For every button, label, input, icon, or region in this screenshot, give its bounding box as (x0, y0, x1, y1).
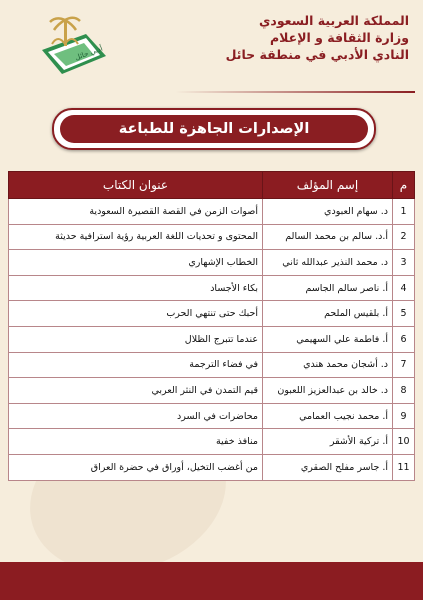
table-row (9, 378, 415, 404)
row-number: 2 (393, 224, 415, 250)
title-banner (52, 108, 376, 150)
author-cell: أ. جاسر مفلح الصقري (263, 454, 393, 480)
book-title-cell: قيم التمدن في النثر العربي (9, 378, 263, 404)
column-header-number: م (393, 172, 415, 199)
author-cell: د. أشجان محمد هندي (263, 352, 393, 378)
table-row (9, 199, 415, 225)
page-title: الإصدارات الجاهزة للطباعة (118, 121, 310, 137)
book-title-cell: محاضرات في السرد (9, 403, 263, 429)
row-number: 7 (393, 352, 415, 378)
author-cell: أ. بلقيس الملحم (263, 301, 393, 327)
row-number: 10 (393, 429, 415, 455)
row-number: 6 (393, 326, 415, 352)
row-number: 5 (393, 301, 415, 327)
column-header-author: إسم المؤلف (263, 172, 393, 199)
header-divider (175, 91, 415, 93)
table-row (9, 429, 415, 455)
author-cell: أ.د. سالم بن محمد السالم (263, 224, 393, 250)
author-cell: د. خالد بن عبدالعزيز اللعبون (263, 378, 393, 404)
book-title-cell: منافذ خفية (9, 429, 263, 455)
row-number: 4 (393, 275, 415, 301)
author-cell: أ. تركية الأشقر (263, 429, 393, 455)
row-number: 3 (393, 250, 415, 276)
book-title-cell: بكاء الأجساد (9, 275, 263, 301)
author-cell: أ. فاطمة علي السهيمي (263, 326, 393, 352)
book-title-cell: أحبك حتى تنتهي الحرب (9, 301, 263, 327)
ministry-name: وزارة الثقافة و الإعلام (270, 30, 409, 45)
book-title-cell: المحتوى و تحديات اللغة العربية رؤية استرافية حديثة (9, 224, 263, 250)
book-title-cell: الخطاب الإشهاري (9, 250, 263, 276)
book-title-cell: أصوات الزمن في القصة القصيرة السعودية (9, 199, 263, 225)
book-title-cell: عندما تتبرج الظلال (9, 326, 263, 352)
row-number: 9 (393, 403, 415, 429)
column-header-title: عنوان الكتاب (9, 172, 263, 199)
table-row (9, 326, 415, 352)
organization-header (169, 12, 409, 63)
author-cell: أ. محمد نجيب العمامي (263, 403, 393, 429)
club-name: النادي الأدبي في منطقة حائل (225, 47, 409, 62)
table-row (9, 301, 415, 327)
table-row (9, 352, 415, 378)
table-row (9, 224, 415, 250)
club-logo (28, 10, 114, 82)
table-row (9, 275, 415, 301)
author-cell: د. سهام العبودي (263, 199, 393, 225)
row-number: 11 (393, 454, 415, 480)
book-title-cell: من أغضب التخيل، أوراق في حضرة العراق (9, 454, 263, 480)
publications-table (8, 171, 415, 481)
table-row (9, 454, 415, 480)
kingdom-name: المملكة العربية السعودي (258, 13, 409, 28)
svg-text:أدبي حائل: أدبي حائل (73, 44, 104, 62)
table-header-row (9, 172, 415, 199)
table-row (9, 250, 415, 276)
author-cell: أ. ناصر سالم الجاسم (263, 275, 393, 301)
table-row (9, 403, 415, 429)
book-title-cell: في فضاء الترجمة (9, 352, 263, 378)
row-number: 8 (393, 378, 415, 404)
row-number: 1 (393, 199, 415, 225)
footer-band (0, 562, 423, 600)
author-cell: د. محمد النذير عبدالله ثاني (263, 250, 393, 276)
